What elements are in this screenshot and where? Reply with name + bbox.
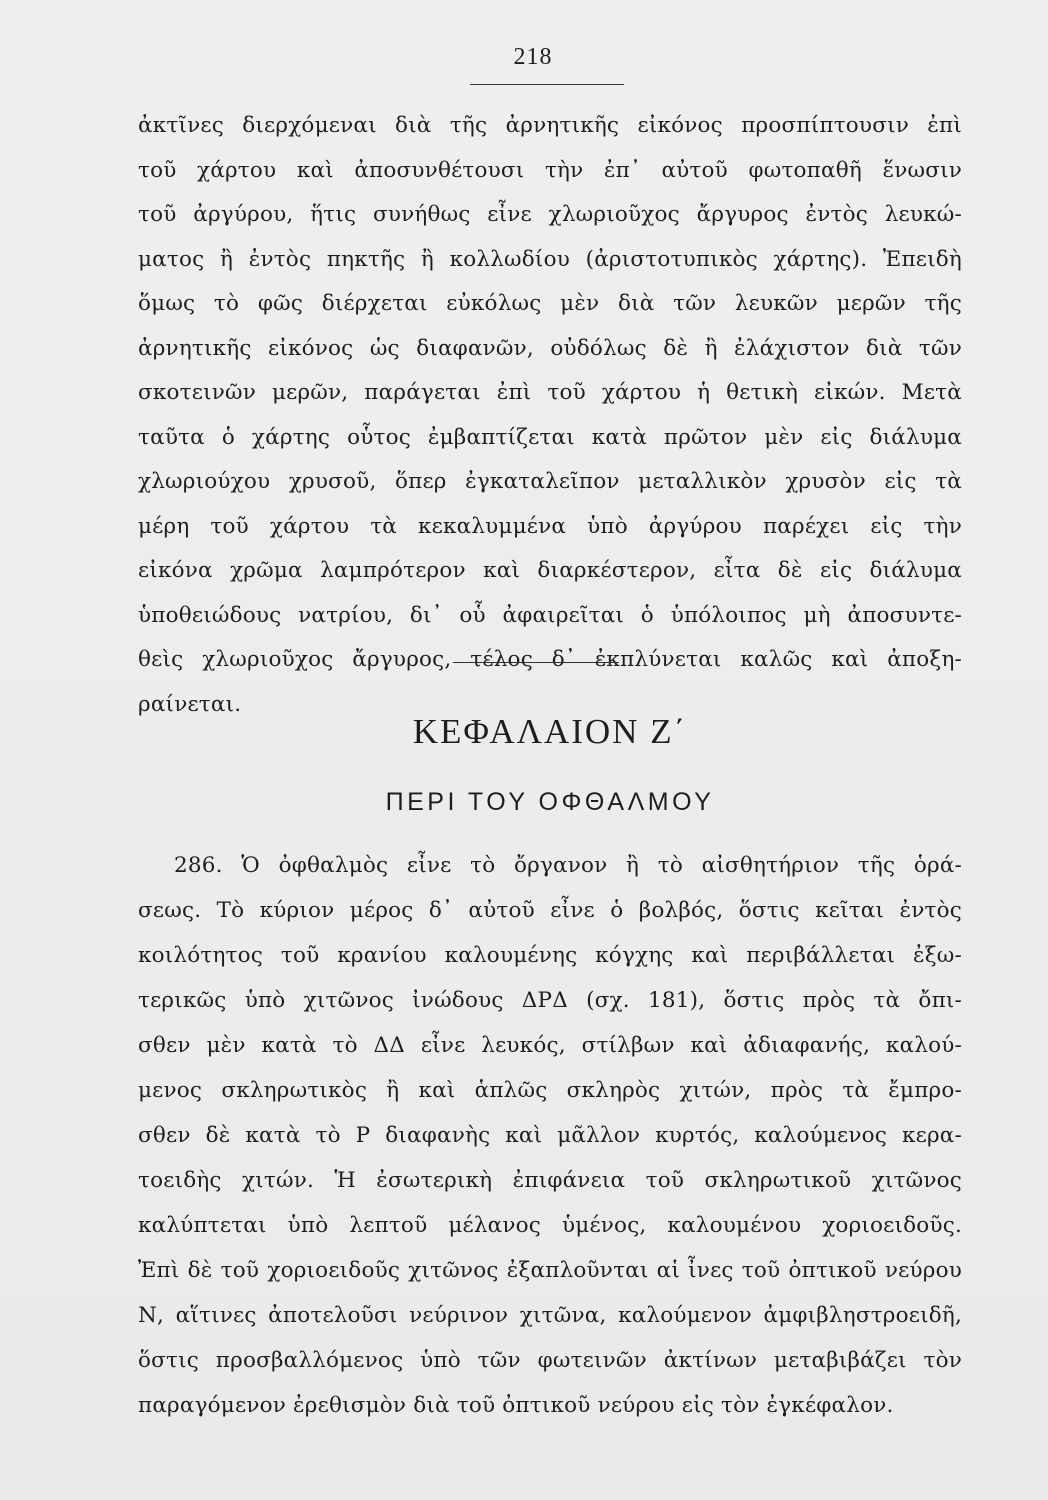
text-line: σθεν μὲν κατὰ τὸ ΔΔ εἶνε λευκός, στίλβων καὶ ἀδιαφανής, καλού- <box>138 1033 962 1058</box>
chapter-title: ΚΕΦΑΛΑΙΟΝ Ζ΄ <box>412 712 688 751</box>
text-line: τοῦ χάρτου καὶ ἀποσυνθέτουσι τὴν ἐπ᾽ αὐτοῦ φωτοπαθῆ ἕνωσιν <box>138 157 962 183</box>
text-line: Ν, αἵτινες ἀποτελοῦσι νεύρινον χιτῶνα, καλούμενον ἀμφιβληστροειδῆ, <box>138 1303 962 1328</box>
header-rule <box>470 84 624 85</box>
text-line: ὑποθειώδους νατρίου, δι᾽ οὗ ἀφαιρεῖται ὁ ὑπόλοιπος μὴ ἀποσυντε- <box>138 602 962 628</box>
text-line: ταῦτα ὁ χάρτης οὗτος ἐμβαπτίζεται κατὰ πρῶτον μὲν εἰς διάλυμα <box>138 424 962 450</box>
text-line: τοειδὴς χιτών. Ἡ ἐσωτερικὴ ἐπιφάνεια τοῦ σκληρωτικοῦ χιτῶνος <box>138 1168 962 1193</box>
text-line: θεὶς χλωριοῦχος ἄργυρος, τέλος δ᾽ ἐκπλύνεται καλῶς καὶ ἀποξη- <box>138 647 962 672</box>
text-line: ἀκτῖνες διερχόμεναι διὰ τῆς ἀρνητικῆς εἰκόνος προσπίπτουσιν ἐπὶ <box>138 113 962 138</box>
text-line: ἀρνητικῆς εἰκόνος ὡς διαφανῶν, οὐδόλως δὲ ἢ ἐλάχιστον διὰ τῶν <box>138 335 962 361</box>
text-line: σθεν δὲ κατὰ τὸ Ρ διαφανὴς καὶ μᾶλλον κυρτός, καλούμενος κερα- <box>138 1123 962 1148</box>
text-line: παραγόμενον ἐρεθισμὸν διὰ τοῦ ὀπτικοῦ νεύρου εἰς τὸν ἐγκέφαλον. <box>138 1393 894 1418</box>
paragraph-eye <box>138 843 962 1428</box>
text-line: εἰκόνα χρῶμα λαμπρότερον καὶ διαρκέστερον, εἶτα δὲ εἰς διάλυμα <box>138 558 962 583</box>
section-divider <box>453 662 619 663</box>
text-line: μενος σκληρωτικὸς ἢ καὶ ἁπλῶς σκληρὸς χιτών, πρὸς τὰ ἔμπρο- <box>138 1078 962 1103</box>
text-line: ὅμως τὸ φῶς διέρχεται εὐκόλως μὲν διὰ τῶν λευκῶν μερῶν τῆς <box>138 291 962 316</box>
text-line: ματος ἢ ἐντὸς πηκτῆς ἢ κολλωδίου (ἀριστοτυπικὸς χάρτης). Ἐπειδὴ <box>138 246 962 272</box>
text-line: σκοτεινῶν μερῶν, παράγεται ἐπὶ τοῦ χάρτου ἡ θετικὴ εἰκών. Μετὰ <box>138 380 962 405</box>
text-line: καλύπτεται ὑπὸ λεπτοῦ μέλανος ὑμένος, καλουμένου χοριοειδοῦς. <box>138 1213 962 1238</box>
text-line: μέρη τοῦ χάρτου τὰ κεκαλυμμένα ὑπὸ ἀργύρου παρέχει εἰς τὴν <box>138 513 962 539</box>
text-line: τοῦ ἀργύρου, ἥτις συνήθως εἶνε χλωριοῦχος ἄργυρος ἐντὸς λευκώ- <box>138 202 962 227</box>
page-number: 218 <box>513 44 553 70</box>
paragraph-photographic-printing <box>138 104 962 727</box>
text-line: ραίνεται. <box>138 691 242 717</box>
text-line: τερικῶς ὑπὸ χιτῶνος ἰνώδους ΔΡΔ (σχ. 181), ὅστις πρὸς τὰ ὄπι- <box>138 988 962 1013</box>
text-line: 286. Ὁ ὀφθαλμὸς εἶνε τὸ ὄργανον ἢ τὸ αἰσθητήριον τῆς ὁρά- <box>174 853 962 878</box>
text-line: χλωριούχου χρυσοῦ, ὅπερ ἐγκαταλεῖπον μεταλλικὸν χρυσὸν εἰς τὰ <box>138 469 962 494</box>
chapter-subtitle: ΠΕΡΙ ΤΟΥ ΟΦΘΑΛΜΟΥ <box>385 788 715 816</box>
text-line: ὅστις προσβαλλόμενος ὑπὸ τῶν φωτεινῶν ἀκτίνων μεταβιβάζει τὸν <box>138 1348 962 1373</box>
text-line: κοιλότητος τοῦ κρανίου καλουμένης κόγχης καὶ περιβάλλεται ἐξω- <box>138 943 962 968</box>
text-line: Ἐπὶ δὲ τοῦ χοριοειδοῦς χιτῶνος ἐξαπλοῦνται αἱ ἶνες τοῦ ὀπτικοῦ νεύρου <box>138 1258 962 1283</box>
text-line: σεως. Τὸ κύριον μέρος δ᾽ αὐτοῦ εἶνε ὁ βολβός, ὅστις κεῖται ἐντὸς <box>138 898 962 923</box>
